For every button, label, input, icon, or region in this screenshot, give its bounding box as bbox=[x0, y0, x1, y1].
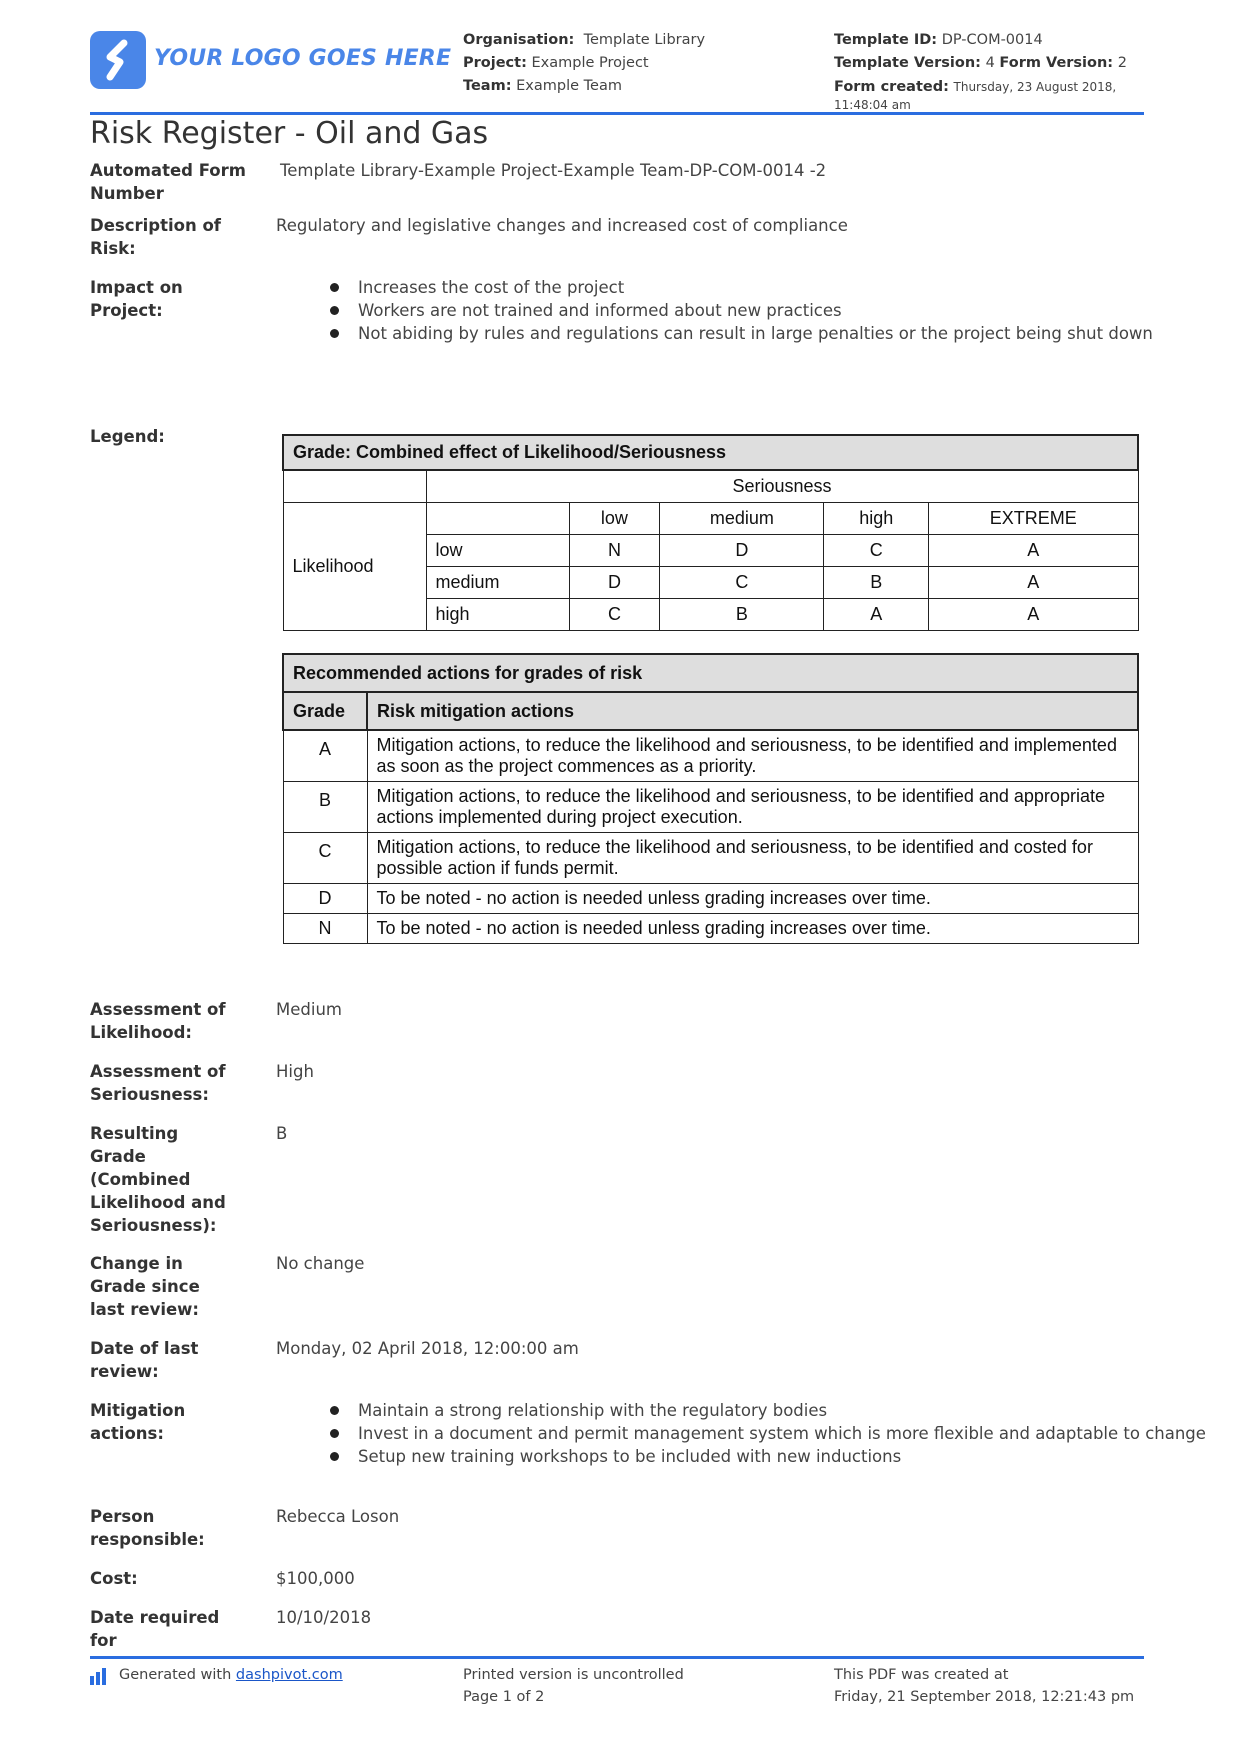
project-value: Example Project bbox=[531, 55, 649, 71]
list-item: Not abiding by rules and regulations can result in large penalties or the project being shut down bbox=[320, 322, 1153, 345]
grade-cell: C bbox=[283, 832, 367, 883]
date-required-label: Date required for bbox=[90, 1608, 220, 1650]
column-header: medium bbox=[660, 503, 824, 535]
row-header: high bbox=[426, 599, 569, 631]
impact-list bbox=[320, 276, 1153, 345]
last-review-value: Monday, 02 April 2018, 12:00:00 am bbox=[276, 1339, 579, 1358]
description-label: Description of Risk: bbox=[90, 216, 221, 258]
form-version-value: 2 bbox=[1117, 55, 1127, 71]
uncontrolled-note: Printed version is uncontrolled bbox=[463, 1667, 684, 1683]
change-value: No change bbox=[276, 1254, 365, 1273]
likelihood-value: Medium bbox=[276, 1000, 342, 1019]
seriousness-header: Seriousness bbox=[426, 470, 1138, 503]
table-cell: N bbox=[569, 535, 660, 567]
mitigation-list bbox=[320, 1399, 1206, 1468]
action-cell: To be noted - no action is needed unless grading increases over time. bbox=[367, 913, 1138, 943]
grade-table-title: Grade: Combined effect of Likelihood/Seriousness bbox=[283, 435, 1138, 470]
column-header: high bbox=[824, 503, 929, 535]
table-cell: A bbox=[929, 535, 1138, 567]
impact-label: Impact on Project: bbox=[90, 278, 183, 320]
table-cell bbox=[426, 503, 569, 535]
table-cell: C bbox=[660, 567, 824, 599]
grade-cell: A bbox=[283, 730, 367, 781]
table-cell: D bbox=[660, 535, 824, 567]
likelihood-header: Likelihood bbox=[283, 503, 426, 631]
header-org-block: Organisation: Template Library Project: Example Project Team: Example Team bbox=[463, 32, 706, 94]
header-template-block: Template ID: DP-COM-0014 Template Version: 4 Form Version: 2 Form created: Thursday, 23 August 2018, 11:48:04 am bbox=[834, 32, 1127, 112]
dashpivot-bars-icon bbox=[90, 1667, 112, 1685]
table-row bbox=[283, 730, 1138, 781]
footer-right bbox=[834, 1664, 1134, 1708]
table-row bbox=[283, 913, 1138, 943]
list-item: Workers are not trained and informed about new practices bbox=[320, 299, 1153, 322]
date-required-value: 10/10/2018 bbox=[276, 1608, 372, 1627]
action-cell: Mitigation actions, to reduce the likelihood and seriousness, to be identified and implemented as soon as the project commences as a priority. bbox=[367, 730, 1138, 781]
person-label: Person responsible: bbox=[90, 1507, 205, 1549]
template-id-value: DP-COM-0014 bbox=[941, 32, 1043, 48]
column-header: EXTREME bbox=[929, 503, 1138, 535]
cost-value: $100,000 bbox=[276, 1569, 355, 1588]
action-cell: Mitigation actions, to reduce the likelihood and seriousness, to be identified and costed for possible action if funds permit. bbox=[367, 832, 1138, 883]
table-row bbox=[283, 781, 1138, 832]
team-value: Example Team bbox=[516, 78, 622, 94]
row-header: medium bbox=[426, 567, 569, 599]
grade-cell: B bbox=[283, 781, 367, 832]
grade-column-header: Grade bbox=[283, 692, 367, 730]
pdf-created-value: Friday, 21 September 2018, 12:21:43 pm bbox=[834, 1689, 1135, 1705]
list-item: Invest in a document and permit management system which is more flexible and adaptable to change bbox=[320, 1422, 1206, 1445]
page-number: Page 1 of 2 bbox=[463, 1689, 545, 1705]
likelihood-label: Assessment of Likelihood: bbox=[90, 1000, 226, 1042]
grade-label: Resulting Grade (Combined Likelihood and Seriousness): bbox=[90, 1124, 226, 1235]
dashpivot-link[interactable]: dashpivot.com bbox=[235, 1667, 343, 1683]
seriousness-label: Assessment of Seriousness: bbox=[90, 1062, 226, 1104]
form-number-label: Automated Form Number bbox=[90, 161, 246, 203]
grade-cell: N bbox=[283, 913, 367, 943]
organisation-value: Template Library bbox=[583, 32, 706, 48]
table-cell: A bbox=[929, 567, 1138, 599]
list-item: Maintain a strong relationship with the regulatory bodies bbox=[320, 1399, 1206, 1422]
recommended-actions-table bbox=[282, 653, 1139, 944]
description-value: Regulatory and legislative changes and increased cost of compliance bbox=[276, 216, 848, 235]
table-cell: C bbox=[569, 599, 660, 631]
header-rule bbox=[90, 112, 1144, 115]
legend-label: Legend: bbox=[90, 427, 165, 446]
logo-s-icon bbox=[90, 31, 146, 89]
column-header: low bbox=[569, 503, 660, 535]
action-cell: To be noted - no action is needed unless grading increases over time. bbox=[367, 883, 1138, 913]
logo-text: YOUR LOGO GOES HERE bbox=[154, 46, 452, 71]
person-value: Rebecca Loson bbox=[276, 1507, 400, 1526]
table-cell: A bbox=[824, 599, 929, 631]
template-version-value: 4 bbox=[985, 55, 995, 71]
logo-mark bbox=[90, 31, 146, 89]
last-review-label: Date of last review: bbox=[90, 1339, 199, 1381]
seriousness-value: High bbox=[276, 1062, 314, 1081]
grade-matrix-table bbox=[282, 434, 1139, 631]
row-header: low bbox=[426, 535, 569, 567]
table-row bbox=[283, 832, 1138, 883]
table-row bbox=[283, 883, 1138, 913]
table-cell: B bbox=[824, 567, 929, 599]
pdf-created-label: This PDF was created at bbox=[834, 1667, 1009, 1683]
grade-cell: D bbox=[283, 883, 367, 913]
actions-column-header: Risk mitigation actions bbox=[367, 692, 1138, 730]
cost-label: Cost: bbox=[90, 1569, 138, 1588]
table-cell: D bbox=[569, 567, 660, 599]
list-item: Setup new training workshops to be included with new inductions bbox=[320, 1445, 1206, 1468]
actions-table-title: Recommended actions for grades of risk bbox=[283, 654, 1138, 692]
footer-center bbox=[463, 1664, 684, 1708]
list-item: Increases the cost of the project bbox=[320, 276, 1153, 299]
page-title: Risk Register - Oil and Gas bbox=[90, 116, 489, 151]
mitigation-label: Mitigation actions: bbox=[90, 1401, 186, 1443]
action-cell: Mitigation actions, to reduce the likelihood and seriousness, to be identified and appropriate actions implemented during project execution. bbox=[367, 781, 1138, 832]
form-created-value: Thursday, 23 August 2018, 11:48:04 am bbox=[834, 80, 1117, 112]
footer-rule bbox=[90, 1656, 1144, 1659]
table-cell: C bbox=[824, 535, 929, 567]
table-cell bbox=[283, 470, 426, 503]
grade-value: B bbox=[276, 1124, 288, 1143]
table-cell: B bbox=[660, 599, 824, 631]
table-cell: A bbox=[929, 599, 1138, 631]
form-number-value: Template Library-Example Project-Example Team-DP-COM-0014 -2 bbox=[280, 161, 827, 180]
change-label: Change in Grade since last review: bbox=[90, 1254, 200, 1319]
generated-with: Generated with dashpivot.com bbox=[119, 1667, 343, 1683]
